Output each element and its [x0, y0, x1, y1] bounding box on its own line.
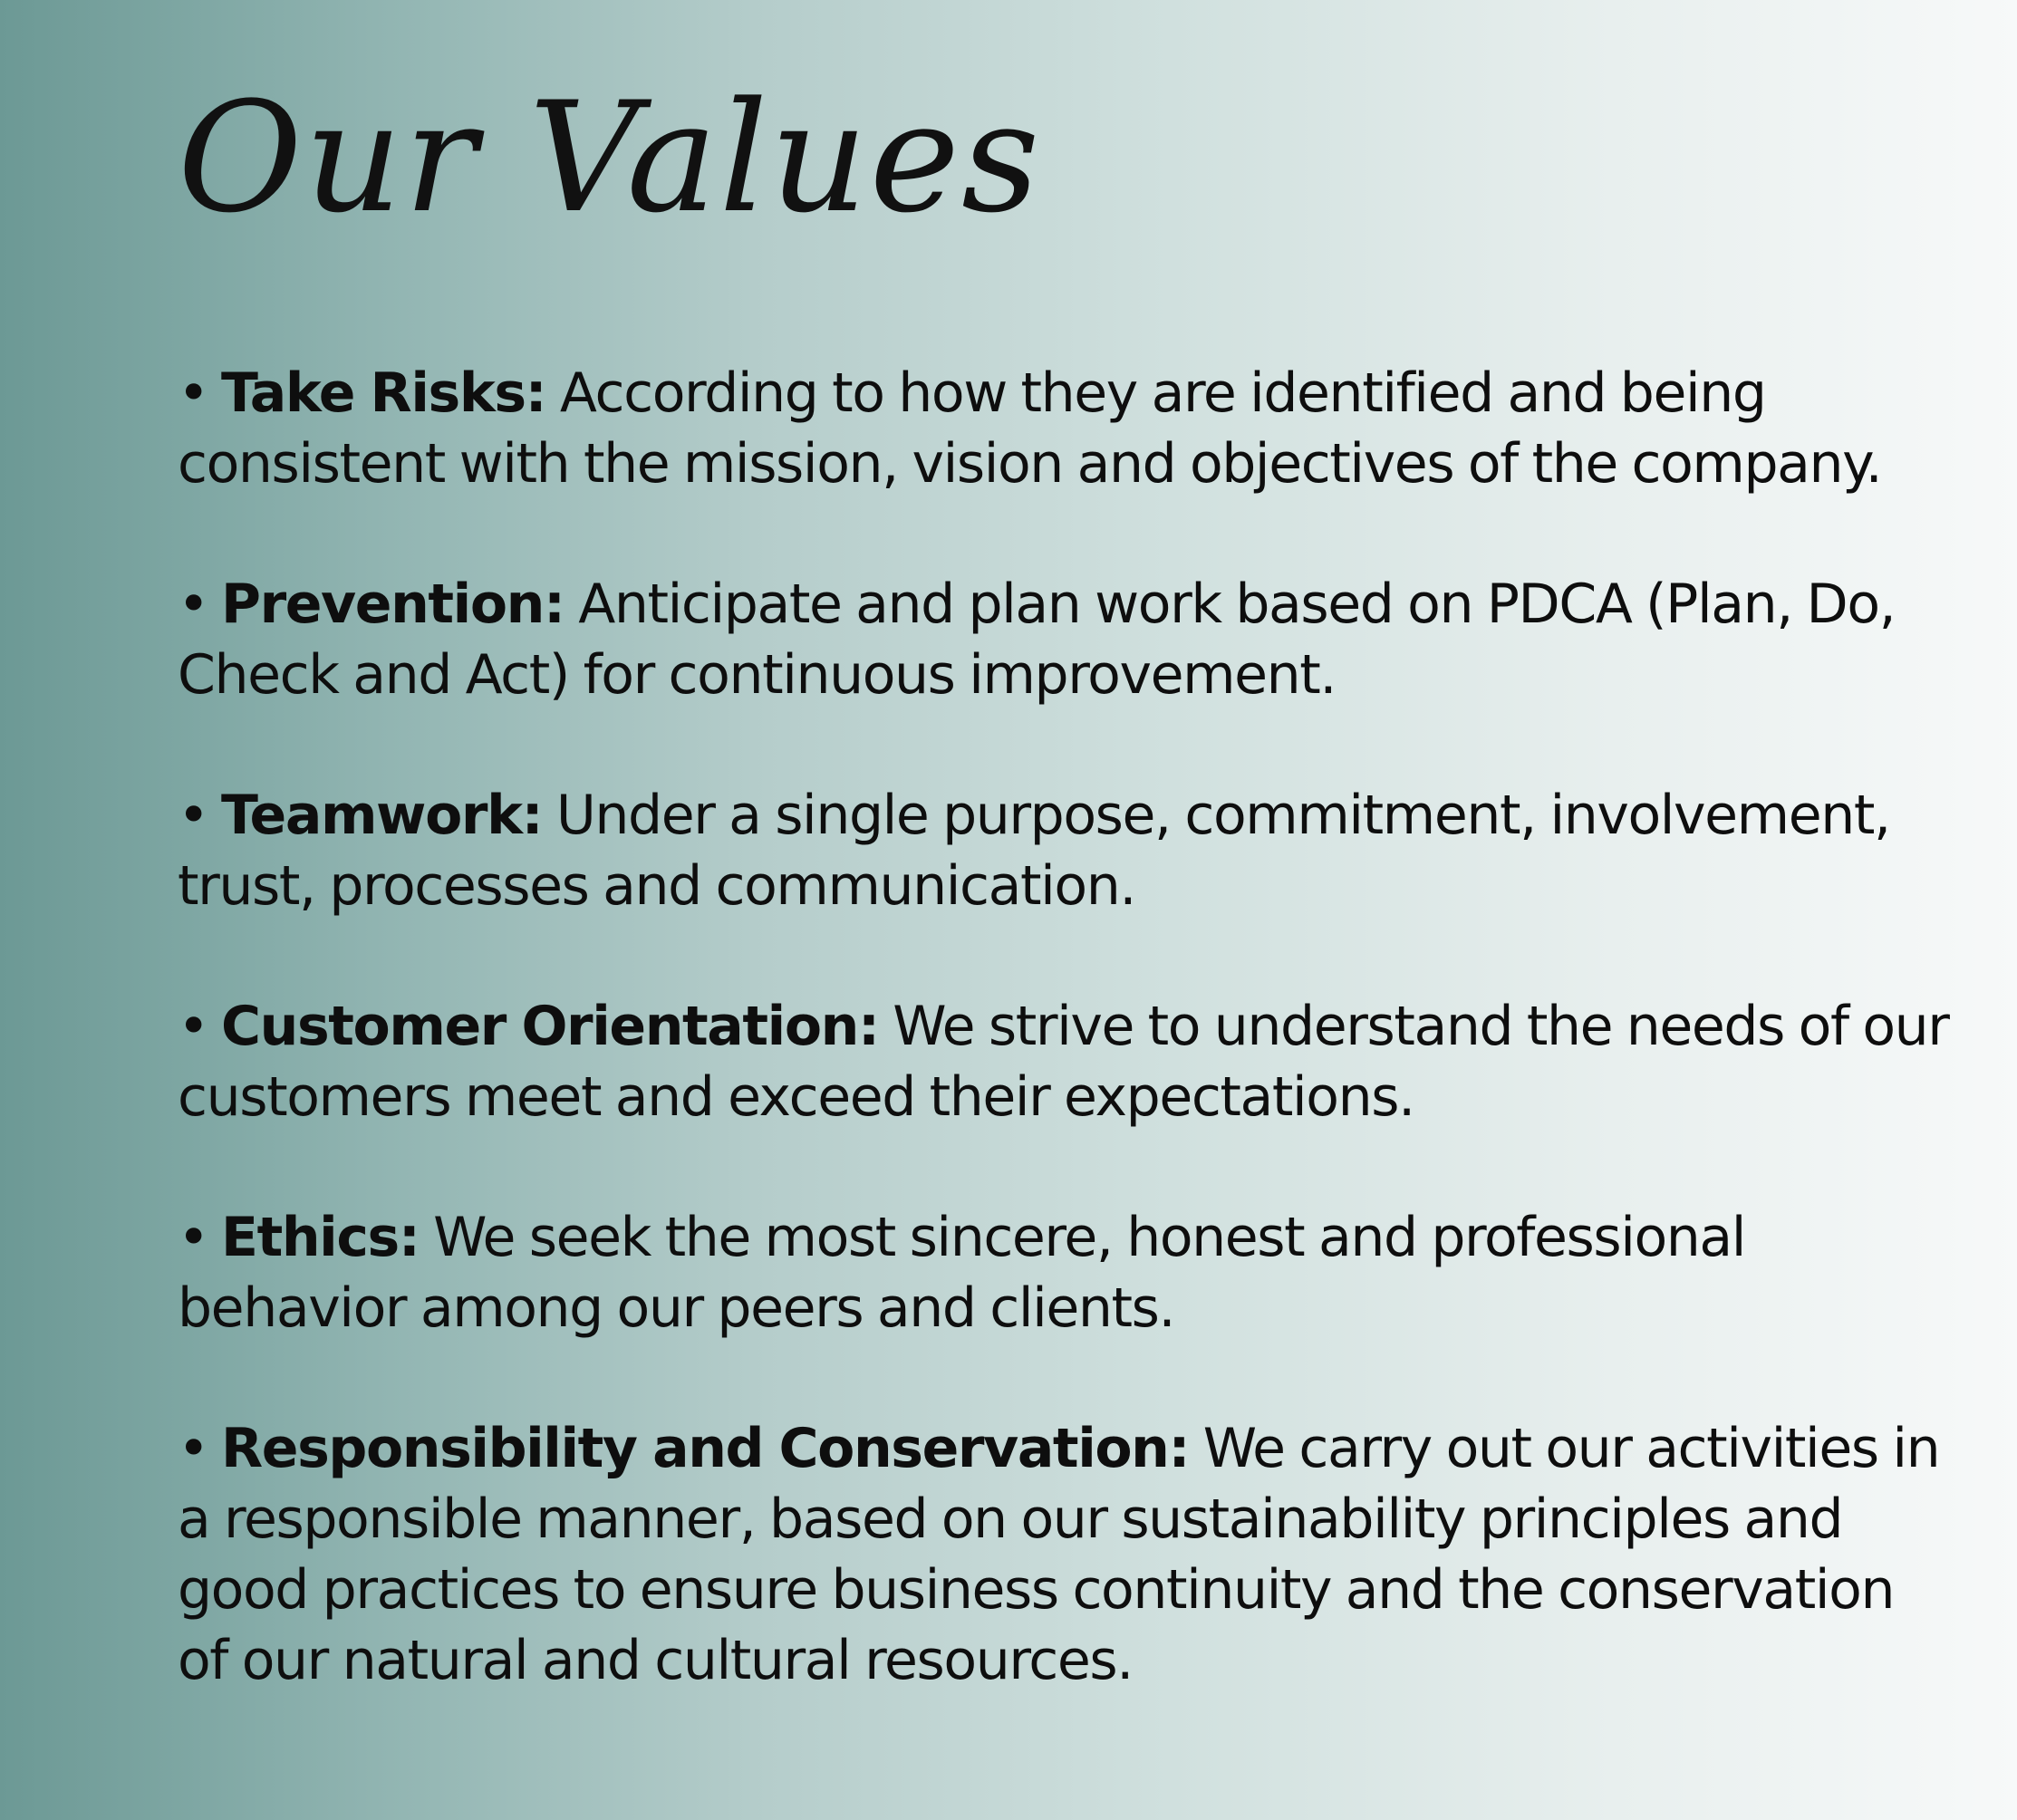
value-name: Take Risks: [221, 361, 546, 425]
value-name: Responsibility and Conservation: [221, 1417, 1190, 1480]
value-description: Under a single purpose, commitment, involvement, trust, processes and communication. [178, 784, 1890, 918]
bullet-icon: • [178, 995, 208, 1058]
value-description: According to how they are identified and being consistent with the mission, vision and objectives of the company. [178, 361, 1882, 496]
value-item-responsibility-conservation [178, 1413, 1954, 1696]
values-list [178, 358, 1954, 1766]
value-description: We carry out our activities in a responsible manner, based on our sustainability principles and good practices to ensure business continuity and the conservation of our natural and cultural resources. [178, 1417, 1940, 1692]
value-item-prevention [178, 569, 1954, 710]
value-name: Ethics: [221, 1206, 420, 1269]
value-item-teamwork [178, 780, 1954, 921]
bullet-icon: • [178, 1206, 208, 1269]
value-description: We strive to understand the needs of our customers meet and exceed their expectations. [178, 995, 1949, 1129]
value-item-ethics [178, 1202, 1954, 1343]
bullet-icon: • [178, 784, 208, 847]
value-name: Customer Orientation: [221, 995, 879, 1058]
page-title: Our Values [178, 69, 1042, 246]
value-name: Prevention: [221, 573, 565, 636]
bullet-icon: • [178, 361, 208, 425]
value-description: We seek the most sincere, honest and professional behavior among our peers and clients. [178, 1206, 1746, 1340]
value-item-customer-orientation [178, 991, 1954, 1132]
value-description: Anticipate and plan work based on PDCA (Plan, Do, Check and Act) for continuous improvement. [178, 573, 1896, 707]
value-name: Teamwork: [221, 784, 543, 847]
bullet-icon: • [178, 1417, 208, 1480]
bullet-icon: • [178, 573, 208, 636]
value-item-take-risks [178, 358, 1954, 499]
